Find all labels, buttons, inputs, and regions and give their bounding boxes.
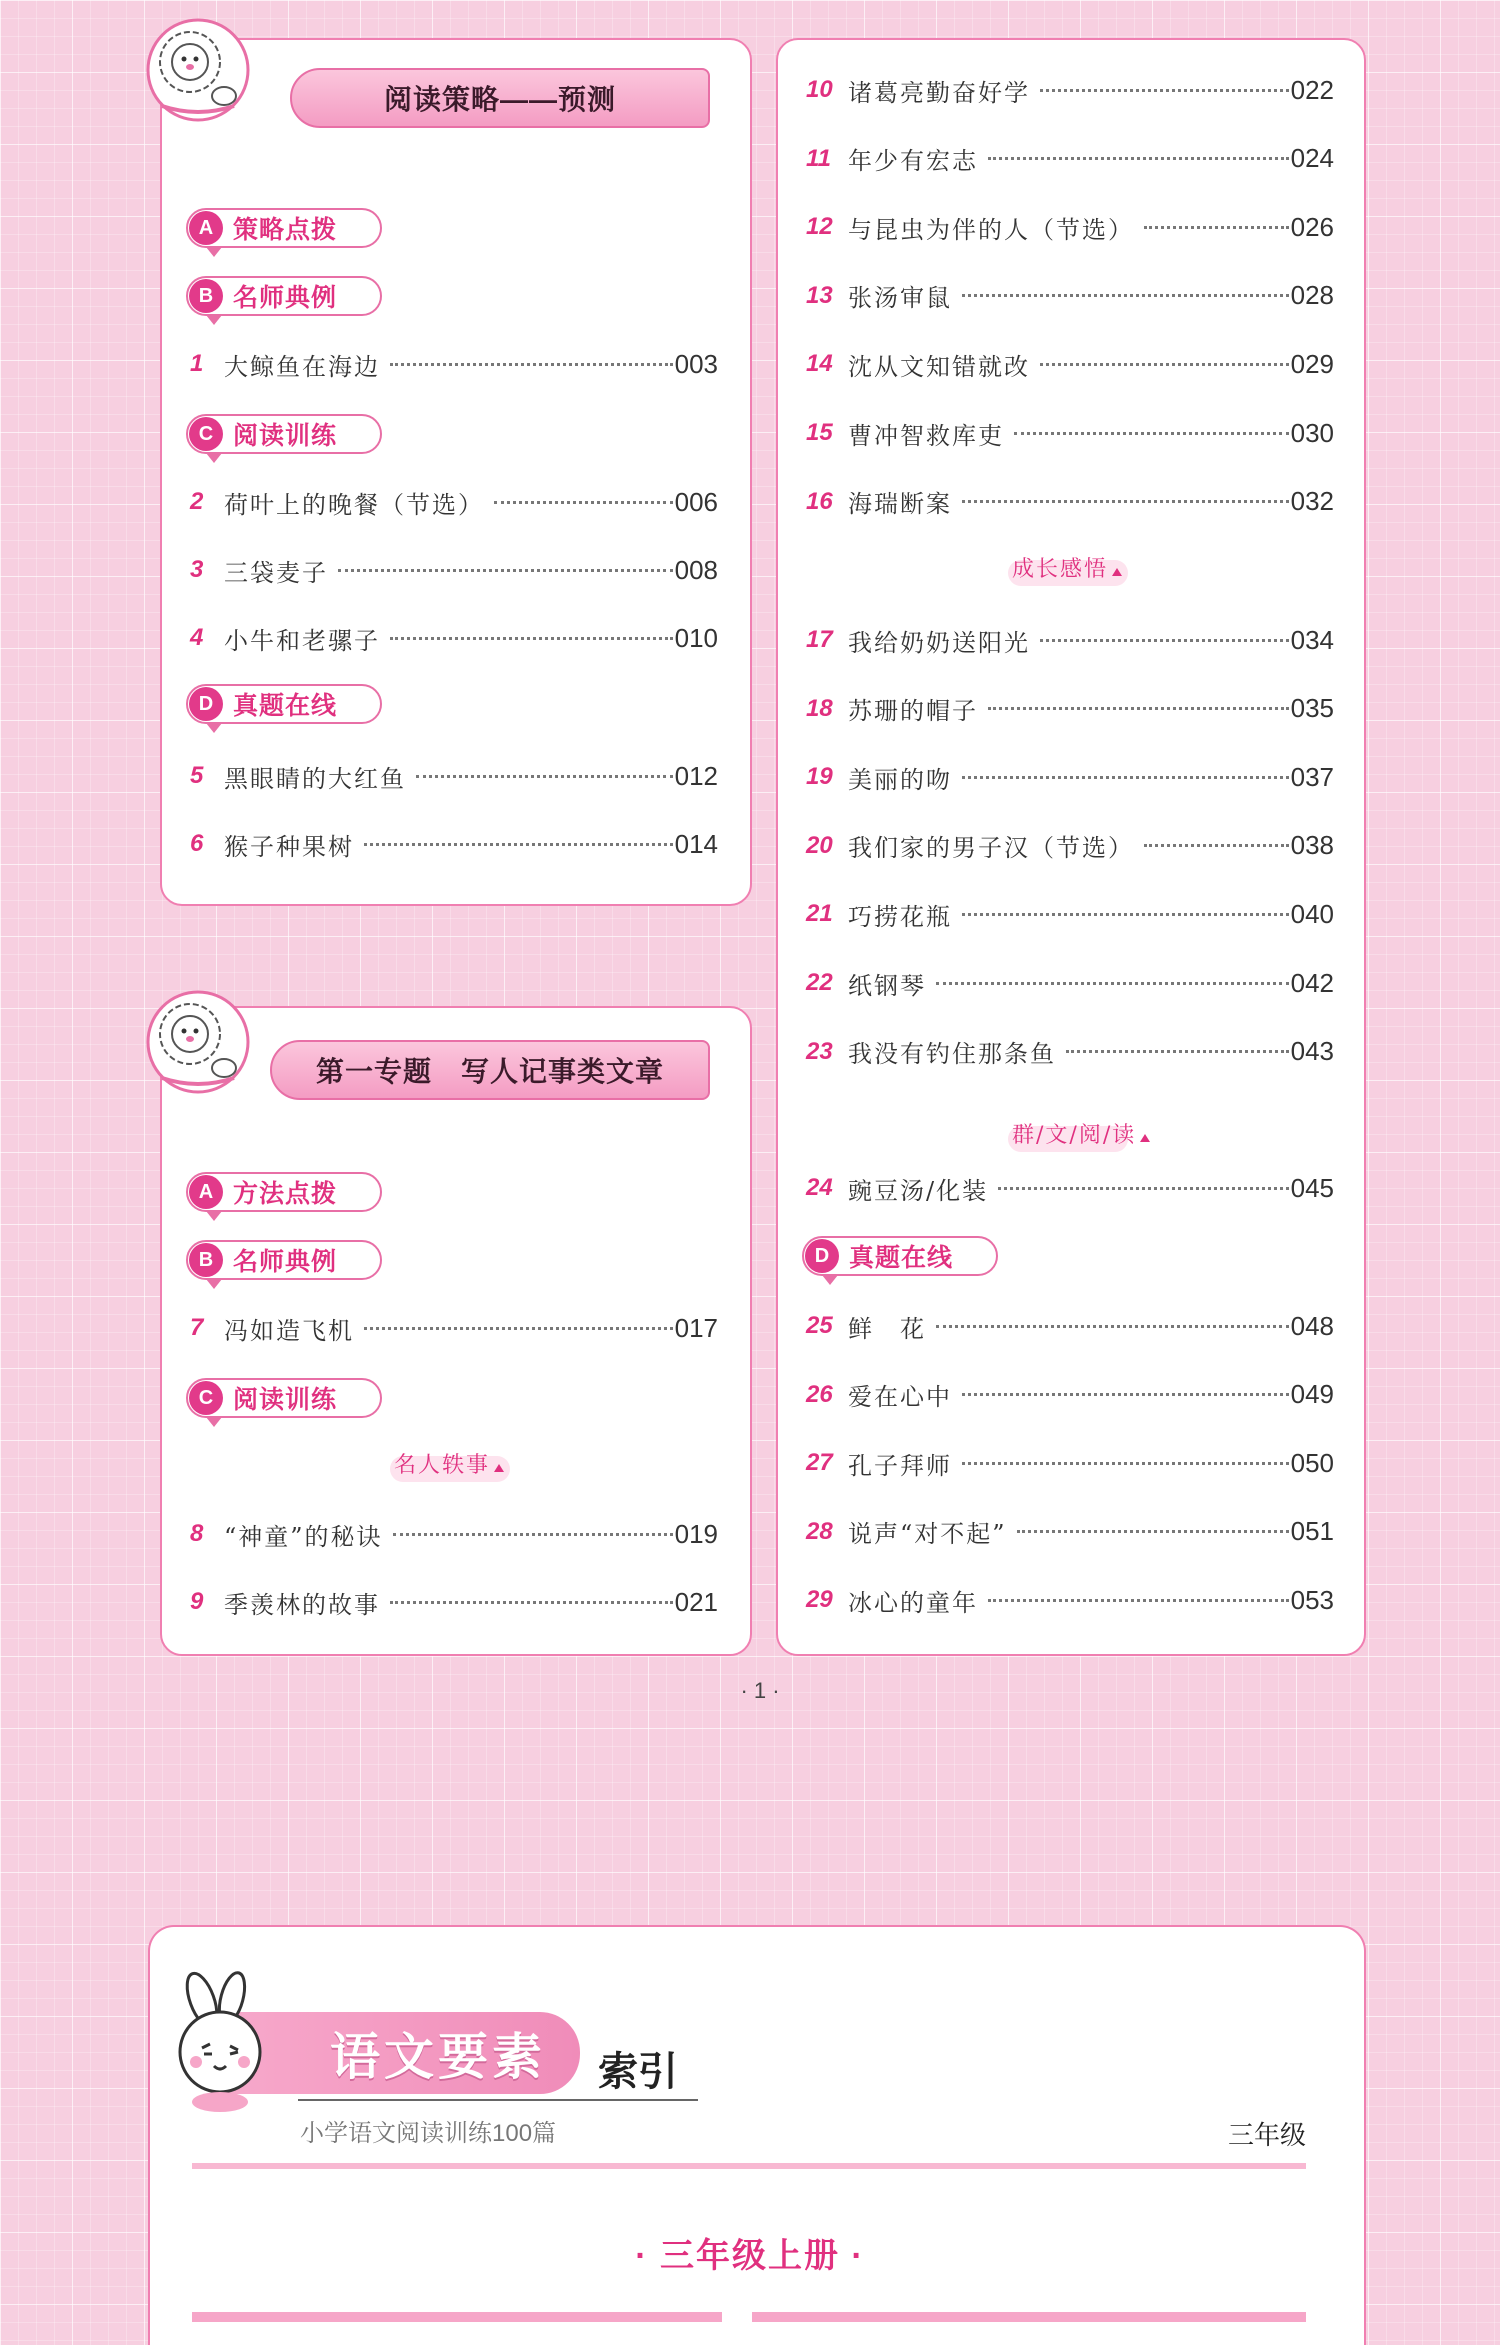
entry-title: 我没有钓住那条鱼	[848, 1040, 1056, 1069]
toc-entry[interactable]	[806, 1580, 1334, 1620]
entry-title: 季羡林的故事	[224, 1590, 380, 1619]
toc-entry[interactable]	[806, 139, 1334, 179]
entry-number: 27	[806, 1449, 833, 1477]
leader-dots	[1017, 1530, 1289, 1533]
leader-dots	[1144, 844, 1289, 847]
leader-dots	[962, 776, 1289, 779]
toc-entry[interactable]	[190, 1582, 718, 1622]
entry-page: 038	[1290, 830, 1334, 861]
section-tag	[186, 1240, 382, 1280]
section-banner: 阅读策略——预测	[290, 68, 710, 128]
leader-dots	[936, 1325, 1289, 1328]
tag-label: 真题在线	[233, 692, 338, 720]
entry-number: 11	[806, 144, 831, 172]
section-tag	[186, 208, 382, 248]
entry-number: 23	[806, 1037, 833, 1065]
section-tag	[186, 1172, 382, 1212]
entry-title: 豌豆汤/化装	[848, 1176, 989, 1205]
entry-title: 我给奶奶送阳光	[848, 628, 1030, 657]
toc-entry[interactable]	[806, 1443, 1334, 1483]
volume-heading: · 三年级上册 ·	[635, 2237, 865, 2275]
entry-page: 030	[1290, 417, 1334, 448]
leader-dots	[1066, 1050, 1289, 1053]
tag-label: 名师典例	[233, 1248, 338, 1276]
entry-number: 9	[190, 1588, 204, 1615]
toc-entry[interactable]	[806, 276, 1334, 316]
entry-page: 026	[1290, 211, 1334, 242]
section-tag	[186, 276, 382, 316]
toc-entry[interactable]	[806, 1375, 1334, 1415]
tag-letter-badge: D	[805, 1239, 839, 1273]
entry-page: 032	[1290, 486, 1334, 517]
entry-title: 大鲸鱼在海边	[224, 352, 380, 381]
leader-dots	[988, 1599, 1289, 1602]
lion-mascot-icon	[142, 14, 254, 126]
section-tag	[802, 1236, 998, 1276]
entry-page: 003	[674, 348, 718, 379]
toc-entry[interactable]	[190, 756, 718, 796]
entry-title: 孔子拜师	[848, 1451, 952, 1480]
leader-dots	[364, 843, 673, 846]
leader-dots	[962, 500, 1289, 503]
page-number: · 1 ·	[740, 1678, 780, 1703]
entry-number: 20	[806, 831, 833, 859]
entry-title: 年少有宏志	[848, 147, 978, 176]
leader-dots	[962, 913, 1289, 916]
entry-title: 爱在心中	[848, 1383, 952, 1412]
leader-dots	[393, 1533, 673, 1536]
entry-number: 29	[806, 1586, 833, 1614]
entry-page: 010	[674, 622, 718, 653]
entry-number: 28	[806, 1517, 833, 1545]
entry-number: 2	[190, 488, 204, 515]
toc-entry[interactable]	[806, 207, 1334, 247]
toc-entry[interactable]	[806, 894, 1334, 934]
entry-title: 与昆虫为伴的人（节选）	[848, 215, 1134, 244]
tag-letter-badge: B	[189, 1243, 223, 1277]
entry-number: 13	[806, 281, 833, 309]
section-tag	[186, 684, 382, 724]
leader-dots	[998, 1187, 1289, 1190]
leader-dots	[1040, 89, 1289, 92]
entry-number: 19	[806, 763, 833, 791]
entry-title: 说声“对不起”	[848, 1520, 1007, 1549]
leader-dots	[390, 637, 673, 640]
tag-label: 策略点拨	[233, 216, 338, 244]
tag-letter-badge: C	[189, 1381, 223, 1415]
section-banner: 第一专题 写人记事类文章	[270, 1040, 710, 1100]
entry-page: 017	[674, 1312, 718, 1343]
toc-entry[interactable]	[806, 1168, 1334, 1208]
entry-number: 10	[806, 76, 833, 103]
entry-title: 诸葛亮勤奋好学	[848, 78, 1030, 107]
divider	[192, 2163, 1306, 2169]
toc-entry[interactable]	[190, 482, 718, 522]
entry-number: 18	[806, 694, 833, 722]
index-subtitle: 小学语文阅读训练100篇	[300, 2120, 557, 2147]
index-title: 语文要素	[330, 2029, 546, 2085]
toc-entry[interactable]	[190, 824, 718, 864]
entry-title: 冰心的童年	[848, 1588, 978, 1617]
entry-number: 7	[190, 1314, 204, 1341]
entry-number: 15	[806, 419, 833, 446]
entry-title: 猴子种果树	[224, 832, 354, 861]
entry-number: 21	[806, 900, 833, 928]
divider	[298, 2099, 698, 2101]
toc-entry[interactable]	[806, 1306, 1334, 1346]
entry-title: 荷叶上的晚餐（节选）	[224, 490, 484, 519]
leader-dots	[416, 775, 673, 778]
entry-number: 1	[190, 350, 204, 377]
toc-entry[interactable]	[806, 1512, 1334, 1552]
entry-number: 12	[806, 213, 833, 241]
entry-title: 曹冲智救库吏	[848, 421, 1004, 450]
table-header-bar	[752, 2312, 1306, 2322]
entry-title: 苏珊的帽子	[848, 697, 978, 726]
toc-entry[interactable]	[190, 1308, 718, 1348]
tag-letter-badge: C	[189, 417, 223, 451]
entry-page: 019	[674, 1518, 718, 1549]
leader-dots	[988, 707, 1289, 710]
tag-label: 名师典例	[233, 284, 338, 312]
entry-title: 冯如造飞机	[224, 1316, 354, 1345]
entry-page: 021	[674, 1586, 718, 1617]
entry-title: 三袋麦子	[224, 558, 328, 587]
entry-page: 029	[1290, 348, 1334, 379]
entry-page: 053	[1290, 1584, 1334, 1615]
entry-page: 037	[1290, 761, 1334, 792]
entry-number: 22	[806, 969, 833, 996]
entry-page: 024	[1290, 143, 1334, 174]
leader-dots	[1040, 363, 1289, 366]
toc-entry[interactable]	[806, 689, 1334, 729]
leader-dots	[962, 294, 1289, 297]
entry-page: 006	[674, 486, 718, 517]
tag-label: 阅读训练	[233, 422, 338, 450]
leader-dots	[364, 1327, 673, 1330]
toc-entry[interactable]	[806, 1032, 1334, 1072]
leader-dots	[962, 1462, 1289, 1465]
toc-entry[interactable]	[806, 757, 1334, 797]
entry-page: 049	[1290, 1379, 1334, 1410]
leader-dots	[494, 501, 673, 504]
entry-title: 纸钢琴	[848, 971, 926, 1000]
entry-title: “神童”的秘诀	[224, 1522, 383, 1551]
entry-number: 17	[806, 626, 833, 653]
toc-entry[interactable]	[190, 618, 718, 658]
toc-entry[interactable]	[806, 963, 1334, 1003]
entry-page: 048	[1290, 1310, 1334, 1341]
tag-letter-badge: B	[189, 279, 223, 313]
toc-entry[interactable]	[806, 482, 1334, 522]
toc-entry[interactable]	[806, 70, 1334, 110]
entry-number: 16	[806, 487, 833, 515]
entry-number: 26	[806, 1380, 833, 1408]
leader-dots	[1144, 226, 1289, 229]
leader-dots	[338, 569, 673, 572]
section-tag	[186, 1378, 382, 1418]
entry-page: 045	[1290, 1172, 1334, 1203]
entry-page: 022	[1290, 74, 1334, 105]
entry-title: 我们家的男子汉（节选）	[848, 834, 1134, 863]
entry-page: 014	[674, 828, 718, 859]
entry-number: 5	[190, 762, 204, 789]
leader-dots	[988, 157, 1289, 160]
toc-entry[interactable]	[190, 1514, 718, 1554]
entry-number: 25	[806, 1312, 833, 1339]
section-subheading: 成长感悟	[1012, 552, 1122, 583]
tag-label: 真题在线	[849, 1244, 954, 1272]
leader-dots	[962, 1393, 1289, 1396]
entry-number: 8	[190, 1520, 204, 1547]
tag-label: 阅读训练	[233, 1386, 338, 1414]
leader-dots	[390, 363, 673, 366]
entry-title: 小牛和老骡子	[224, 626, 380, 655]
table-header-bar	[192, 2312, 722, 2322]
leader-dots	[1014, 432, 1289, 435]
toc-entry[interactable]	[806, 620, 1334, 660]
section-subheading: 名人轶事	[394, 1448, 504, 1479]
section-subheading: 群/文/阅/读	[1012, 1118, 1150, 1149]
index-title-suffix: 索引	[598, 2050, 678, 2094]
entry-title: 黑眼睛的大红鱼	[224, 764, 406, 793]
tag-letter-badge: D	[189, 687, 223, 721]
entry-number: 24	[806, 1174, 833, 1201]
entry-title: 张汤审鼠	[848, 284, 952, 313]
grade-label: 三年级	[1228, 2120, 1307, 2150]
toc-entry[interactable]	[190, 344, 718, 384]
entry-page: 050	[1290, 1447, 1334, 1478]
entry-number: 3	[190, 556, 204, 583]
entry-title: 美丽的吻	[848, 765, 952, 794]
entry-number: 4	[190, 624, 204, 651]
entry-title: 巧捞花瓶	[848, 902, 952, 931]
tag-label: 方法点拨	[233, 1180, 338, 1208]
entry-title: 海瑞断案	[848, 490, 952, 519]
leader-dots	[1040, 639, 1289, 642]
entry-page: 012	[674, 760, 718, 791]
leader-dots	[936, 982, 1289, 985]
entry-title: 沈从文知错就改	[848, 352, 1030, 381]
tag-letter-badge: A	[189, 1175, 223, 1209]
entry-page: 008	[674, 554, 718, 585]
section-tag	[186, 414, 382, 454]
entry-page: 028	[1290, 280, 1334, 311]
entry-page: 040	[1290, 898, 1334, 929]
leader-dots	[390, 1601, 673, 1604]
toc-entry[interactable]	[806, 413, 1334, 453]
entry-title: 鲜 花	[848, 1314, 926, 1343]
entry-number: 14	[806, 350, 833, 378]
entry-page: 034	[1290, 624, 1334, 655]
lion-mascot-icon	[142, 986, 254, 1098]
bunny-mascot-icon	[158, 1970, 286, 2116]
toc-entry[interactable]	[806, 826, 1334, 866]
entry-number: 6	[190, 830, 204, 857]
entry-page: 051	[1290, 1516, 1334, 1547]
entry-page: 035	[1290, 693, 1334, 724]
toc-entry[interactable]	[190, 550, 718, 590]
tag-letter-badge: A	[189, 211, 223, 245]
entry-page: 042	[1290, 967, 1334, 998]
entry-page: 043	[1290, 1036, 1334, 1067]
toc-entry[interactable]	[806, 344, 1334, 384]
